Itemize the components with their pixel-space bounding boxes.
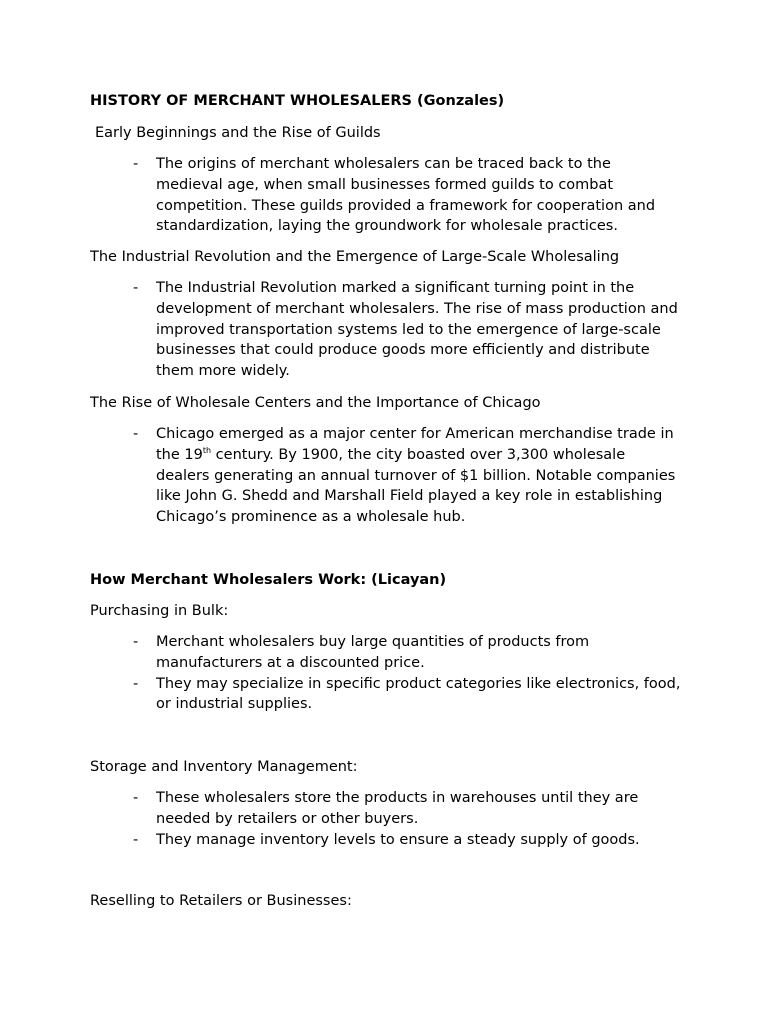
bullet-marker: - xyxy=(133,280,139,296)
bullet-text: They may specialize in specific product categories like electronics, food, or industrial supplies. xyxy=(156,675,681,713)
bullet-text-part1: Chicago emerged as a major center for American merchandise trade in the 19 xyxy=(156,426,674,463)
bullet-list-industrial-revolution xyxy=(0,278,678,382)
bullet-text xyxy=(156,424,681,528)
bullet-marker: - xyxy=(133,426,139,442)
bullet-text: These wholesalers store the products in warehouses until they are needed by retailers or other buyers. xyxy=(156,790,639,827)
subheading-industrial-revolution: The Industrial Revolution and the Emergence of Large-Scale Wholesaling xyxy=(90,249,620,265)
bullet-list-storage xyxy=(0,788,640,850)
list-item xyxy=(0,154,656,237)
bullet-text: The Industrial Revolution marked a significant turning point in the development of merchant wholesalers. The rise of mass production and improved transportation systems led to the emergence of large-scale businesses that could produce goods more efficiently and distribute them more widely. xyxy=(156,280,678,380)
list-item xyxy=(0,632,590,674)
bullet-list-wholesale-centers xyxy=(0,424,676,528)
subheading-wholesale-centers: The Rise of Wholesale Centers and the Importance of Chicago xyxy=(90,395,541,411)
list-item xyxy=(0,278,678,382)
subheading-early-beginnings: Early Beginnings and the Rise of Guilds xyxy=(95,125,381,141)
bullet-list-purchasing xyxy=(0,632,681,715)
bullet-marker: - xyxy=(133,634,139,650)
bullet-marker: - xyxy=(133,790,139,806)
bullet-text: They manage inventory levels to ensure a steady supply of goods. xyxy=(156,831,640,848)
bullet-list-early-beginnings xyxy=(0,154,656,237)
subheading-storage: Storage and Inventory Management: xyxy=(90,759,358,775)
bullet-marker: - xyxy=(133,156,139,172)
list-item xyxy=(0,424,676,528)
section-heading-how-it-works: How Merchant Wholesalers Work: (Licayan) xyxy=(90,572,447,588)
list-item xyxy=(0,830,640,851)
subheading-purchasing: Purchasing in Bulk: xyxy=(90,603,229,619)
bullet-marker: - xyxy=(133,675,139,692)
subheading-reselling: Reselling to Retailers or Businesses: xyxy=(90,893,352,909)
bullet-text: Merchant wholesalers buy large quantities of products from manufacturers at a discounted price. xyxy=(156,634,590,671)
section-heading-history: HISTORY OF MERCHANT WHOLESALERS (Gonzales) xyxy=(90,93,505,109)
list-item xyxy=(0,788,639,830)
bullet-marker: - xyxy=(133,831,139,848)
bullet-text: The origins of merchant wholesalers can be traced back to the medieval age, when small businesses formed guilds to combat competition. These guilds provided a framework for cooperation and standardization, laying the groundwork for wholesale practices. xyxy=(156,156,656,235)
bullet-text-part2: century. By 1900, the city boasted over 3,300 wholesale dealers generating an annual turnover of $1 billion. Notable companies like John G. Shedd and Marshall Field played a key role in establishing Chicago’s prominence as a wholesale hub. xyxy=(156,446,676,526)
list-item xyxy=(0,674,681,716)
ordinal-superscript: th xyxy=(202,445,212,455)
